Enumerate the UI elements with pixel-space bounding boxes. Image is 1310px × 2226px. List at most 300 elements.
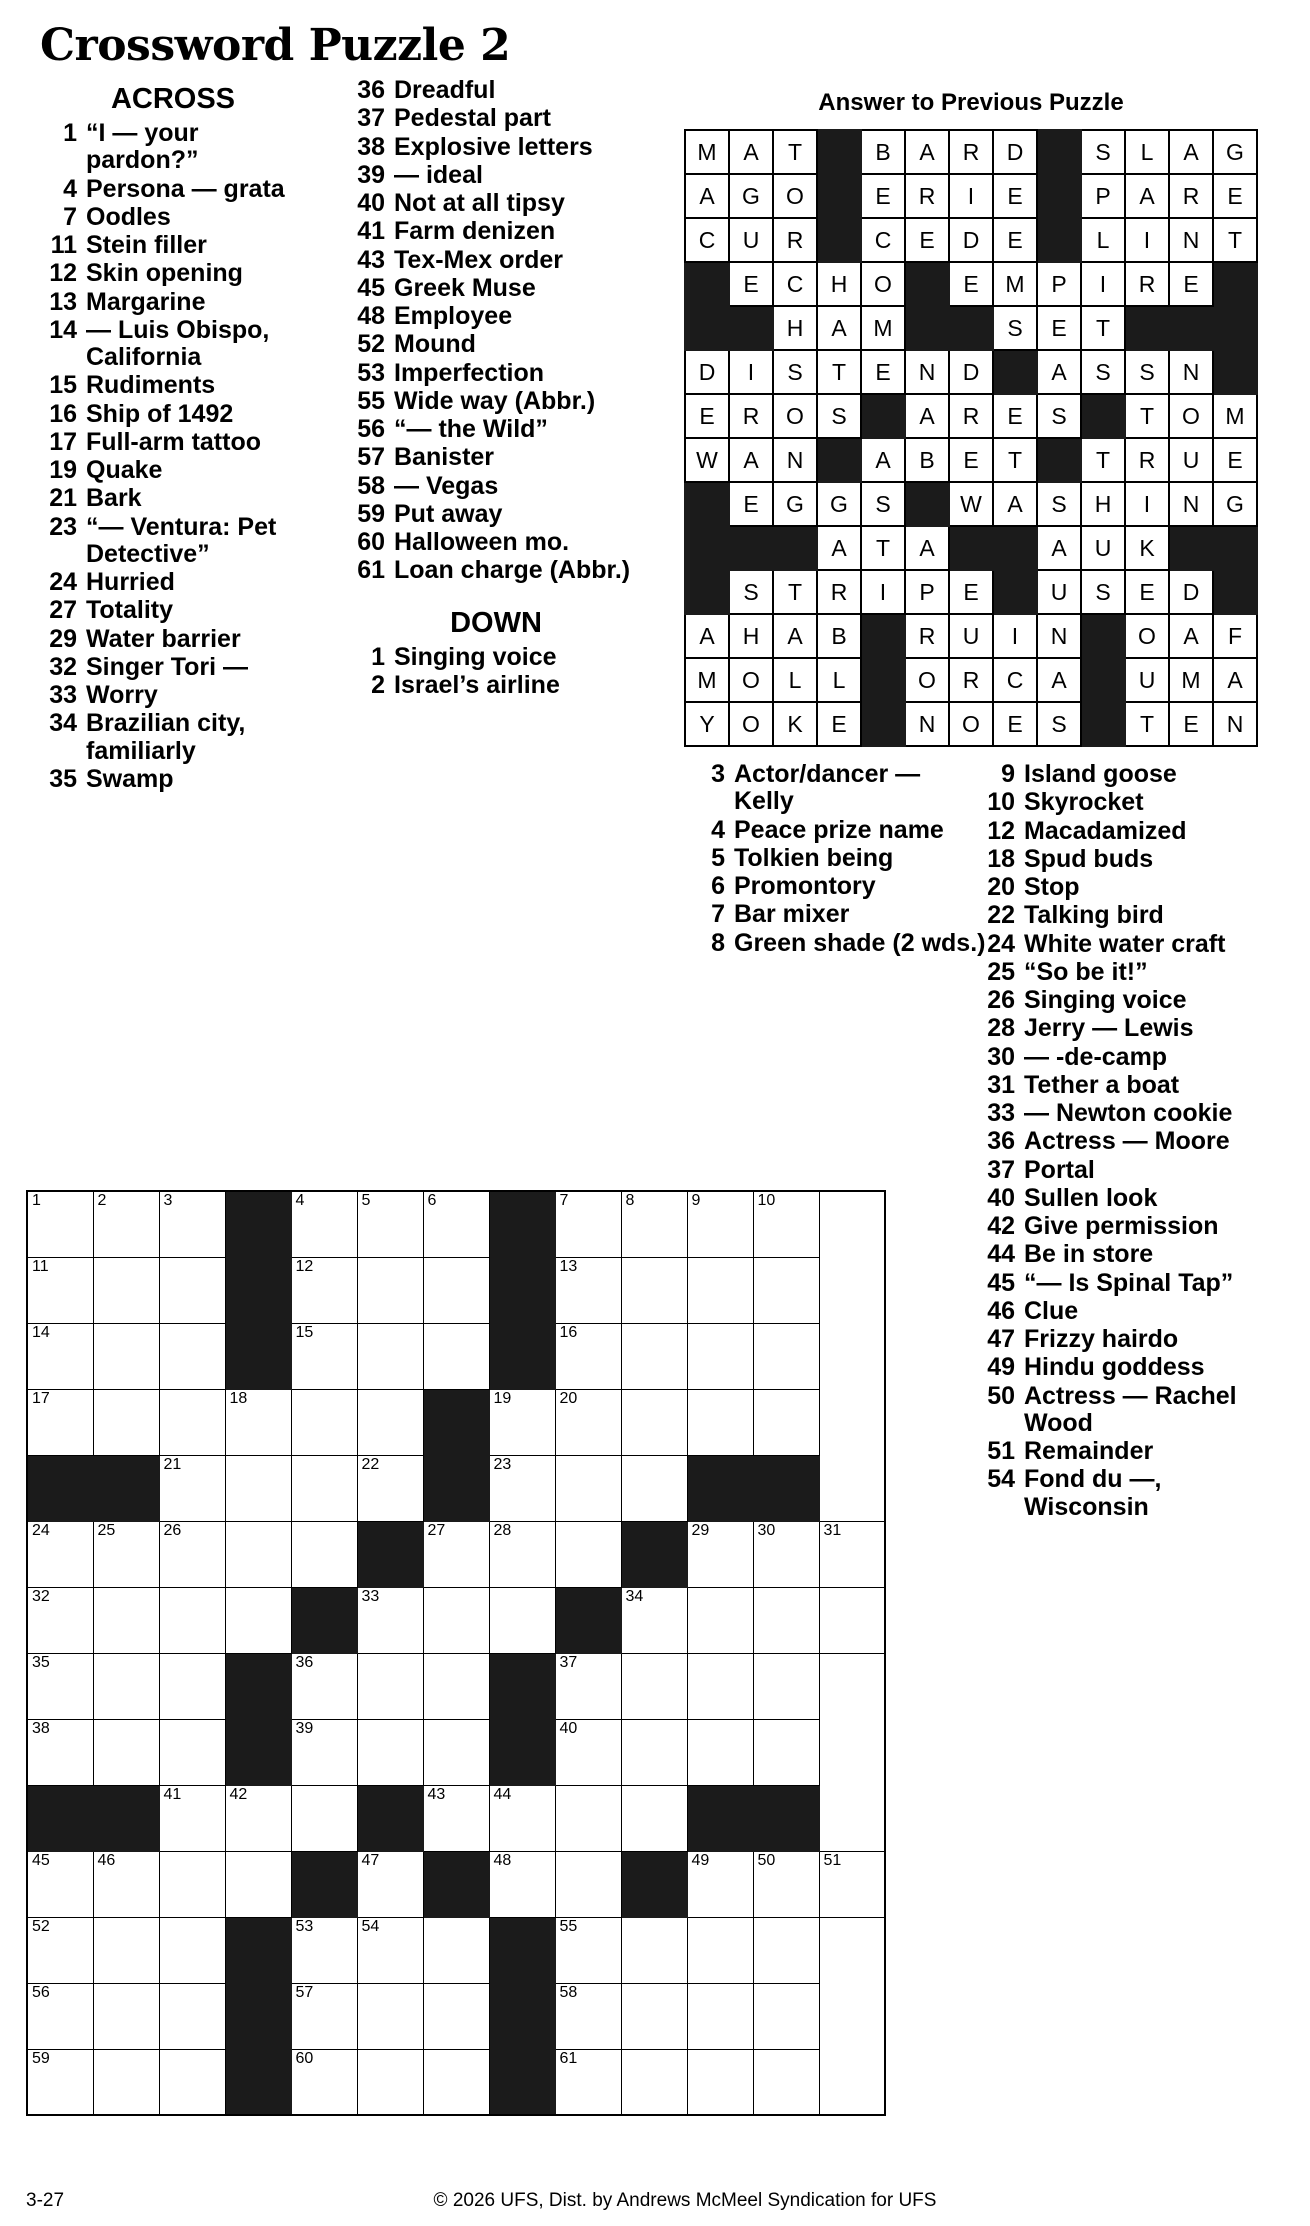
- puzzle-entry-cell[interactable]: [489, 1785, 555, 1851]
- puzzle-entry-cell[interactable]: [687, 1653, 753, 1719]
- puzzle-cell-number: 16: [559, 1323, 578, 1341]
- answer-letter-cell: H: [817, 262, 861, 306]
- puzzle-entry-cell[interactable]: [489, 1851, 555, 1917]
- puzzle-entry-cell[interactable]: [291, 1653, 357, 1719]
- puzzle-entry-cell[interactable]: [423, 1521, 489, 1587]
- answer-letter-cell: I: [1081, 262, 1125, 306]
- puzzle-block-cell: [753, 1785, 819, 1851]
- answer-letter-cell: T: [773, 130, 817, 174]
- puzzle-entry-cell[interactable]: [753, 1917, 819, 1983]
- puzzle-entry-cell[interactable]: [621, 1653, 687, 1719]
- answer-letter-cell: P: [905, 570, 949, 614]
- puzzle-block-cell: [225, 1719, 291, 1785]
- clue-item: [48, 597, 298, 624]
- puzzle-entry-cell[interactable]: [357, 1587, 423, 1653]
- puzzle-entry-cell[interactable]: [555, 1521, 621, 1587]
- answer-letter-cell: S: [1081, 130, 1125, 174]
- puzzle-entry-cell[interactable]: [423, 1785, 489, 1851]
- puzzle-entry-cell[interactable]: [159, 1983, 225, 2049]
- answer-block-cell: [905, 306, 949, 350]
- clue-number: 39: [357, 160, 385, 189]
- answer-block-cell: [685, 306, 729, 350]
- puzzle-entry-cell[interactable]: [621, 1983, 687, 2049]
- puzzle-entry-cell[interactable]: [357, 1719, 423, 1785]
- clue-number: 2: [371, 670, 385, 699]
- puzzle-entry-cell[interactable]: [687, 1851, 753, 1917]
- puzzle-entry-cell[interactable]: [621, 2049, 687, 2115]
- puzzle-entry-cell[interactable]: [423, 1191, 489, 1257]
- clue-number: 7: [711, 900, 725, 929]
- puzzle-entry-cell[interactable]: [555, 2049, 621, 2115]
- answer-letter-cell: E: [1213, 174, 1257, 218]
- puzzle-entry-cell[interactable]: [27, 1719, 93, 1785]
- puzzle-entry-cell[interactable]: [159, 1719, 225, 1785]
- answer-letter-cell: A: [1213, 658, 1257, 702]
- clue-text: Tex-Mex order: [394, 245, 564, 274]
- answer-letter-cell: R: [773, 218, 817, 262]
- clue-text: Oodles: [86, 202, 171, 231]
- puzzle-entry-cell[interactable]: [621, 1191, 687, 1257]
- puzzle-entry-cell[interactable]: [753, 1191, 819, 1257]
- puzzle-entry-cell[interactable]: [555, 1653, 621, 1719]
- puzzle-entry-cell[interactable]: [225, 1785, 291, 1851]
- answer-letter-cell: G: [817, 482, 861, 526]
- clue-text: Dreadful: [394, 76, 496, 104]
- answer-letter-cell: C: [685, 218, 729, 262]
- answer-letter-cell: M: [1169, 658, 1213, 702]
- clue-item: [356, 105, 636, 132]
- clue-number: 36: [987, 1127, 1015, 1156]
- puzzle-entry-cell[interactable]: [687, 1389, 753, 1455]
- answer-grid-row: [685, 174, 1257, 218]
- puzzle-entry-cell[interactable]: [93, 1257, 159, 1323]
- puzzle-entry-cell[interactable]: [159, 1191, 225, 1257]
- puzzle-block-cell: [489, 1917, 555, 1983]
- puzzle-cell-number: 7: [559, 1192, 569, 1209]
- puzzle-block-cell: [555, 1587, 621, 1653]
- puzzle-entry-cell[interactable]: [159, 1323, 225, 1389]
- clue-text: Not at all tipsy: [394, 189, 565, 217]
- puzzle-entry-cell[interactable]: [27, 1587, 93, 1653]
- puzzle-entry-cell[interactable]: [687, 1191, 753, 1257]
- answer-letter-cell: A: [817, 526, 861, 570]
- clue-item: [696, 901, 986, 928]
- answer-letter-cell: R: [949, 658, 993, 702]
- answer-block-cell: [1037, 174, 1081, 218]
- puzzle-entry-cell[interactable]: [555, 1323, 621, 1389]
- clue-text: Singing voice: [1024, 986, 1187, 1014]
- clue-number: 41: [357, 217, 385, 246]
- puzzle-cell-number: 43: [427, 1785, 446, 1803]
- answer-letter-cell: S: [817, 394, 861, 438]
- puzzle-entry-cell[interactable]: [621, 1917, 687, 1983]
- answer-letter-cell: R: [1125, 438, 1169, 482]
- clue-text: Actress — Moore: [1024, 1127, 1230, 1156]
- puzzle-entry-cell[interactable]: [225, 1521, 291, 1587]
- answer-block-cell: [1125, 306, 1169, 350]
- answer-block-cell: [1213, 526, 1257, 570]
- puzzle-entry-cell[interactable]: [555, 1917, 621, 1983]
- puzzle-entry-cell[interactable]: [291, 1323, 357, 1389]
- clue-number: 53: [357, 358, 385, 387]
- clue-text: Remainder: [1024, 1437, 1154, 1465]
- puzzle-entry-cell[interactable]: [423, 1983, 489, 2049]
- clue-number: 14: [49, 315, 77, 344]
- puzzle-entry-cell[interactable]: [555, 1851, 621, 1917]
- answer-block-cell: [1169, 306, 1213, 350]
- puzzle-entry-cell[interactable]: [27, 1917, 93, 1983]
- puzzle-cell-number: 22: [361, 1455, 380, 1473]
- puzzle-entry-cell[interactable]: [687, 2049, 753, 2115]
- answer-letter-cell: G: [1213, 482, 1257, 526]
- puzzle-entry-cell[interactable]: [93, 1983, 159, 2049]
- puzzle-entry-cell[interactable]: [93, 1191, 159, 1257]
- puzzle-cell-number: 51: [823, 1851, 842, 1869]
- puzzle-entry-cell[interactable]: [423, 1323, 489, 1389]
- puzzle-entry-cell[interactable]: [423, 1257, 489, 1323]
- footer: [0, 2182, 1310, 2212]
- puzzle-entry-cell[interactable]: [423, 1719, 489, 1785]
- puzzle-entry-cell[interactable]: [357, 1653, 423, 1719]
- puzzle-entry-cell[interactable]: [489, 1389, 555, 1455]
- clue-item: [48, 372, 298, 399]
- puzzle-entry-cell[interactable]: [621, 1257, 687, 1323]
- puzzle-entry-cell[interactable]: [93, 1521, 159, 1587]
- puzzle-entry-cell[interactable]: [27, 1521, 93, 1587]
- clue-item: [356, 473, 636, 500]
- puzzle-entry-cell[interactable]: [753, 1719, 819, 1785]
- puzzle-entry-cell[interactable]: [357, 1323, 423, 1389]
- puzzle-cell-number: 58: [559, 1983, 578, 2001]
- puzzle-entry-cell[interactable]: [423, 1587, 489, 1653]
- answer-letter-cell: O: [729, 702, 773, 746]
- clue-item: [696, 930, 986, 957]
- puzzle-entry-cell[interactable]: [93, 1719, 159, 1785]
- puzzle-entry-cell[interactable]: [357, 2049, 423, 2115]
- clue-text: Brazilian city, familiarly: [86, 709, 246, 765]
- puzzle-entry-cell[interactable]: [357, 1851, 423, 1917]
- puzzle-entry-cell[interactable]: [357, 1389, 423, 1455]
- puzzle-entry-cell[interactable]: [159, 1785, 225, 1851]
- answer-letter-cell: E: [993, 174, 1037, 218]
- puzzle-cell-number: 4: [295, 1192, 305, 1209]
- puzzle-cell-number: 33: [361, 1587, 380, 1605]
- answer-letter-cell: O: [861, 262, 905, 306]
- puzzle-entry-cell[interactable]: [159, 2049, 225, 2115]
- puzzle-entry-cell[interactable]: [357, 1917, 423, 1983]
- clue-text: Give permission: [1024, 1212, 1219, 1240]
- clue-number: 45: [987, 1268, 1015, 1297]
- puzzle-entry-cell[interactable]: [357, 1455, 423, 1521]
- puzzle-cell-number: 60: [295, 2049, 314, 2067]
- puzzle-entry-cell[interactable]: [489, 1521, 555, 1587]
- answer-letter-cell: I: [1125, 482, 1169, 526]
- puzzle-entry-cell[interactable]: [27, 1191, 93, 1257]
- clue-number: 7: [63, 202, 77, 231]
- clue-text: Water barrier: [86, 624, 241, 653]
- puzzle-entry-cell[interactable]: [687, 1323, 753, 1389]
- puzzle-entry-cell[interactable]: [357, 1191, 423, 1257]
- puzzle-entry-cell[interactable]: [291, 1719, 357, 1785]
- answer-block-cell: [1037, 218, 1081, 262]
- clue-item: [356, 303, 636, 330]
- puzzle-entry-cell[interactable]: [753, 1653, 819, 1719]
- clue-item: [986, 1438, 1276, 1465]
- puzzle-cell-number: 54: [361, 1917, 380, 1935]
- answer-letter-cell: E: [729, 482, 773, 526]
- puzzle-entry-cell[interactable]: [753, 1323, 819, 1389]
- answer-block-cell: [861, 702, 905, 746]
- puzzle-entry-cell[interactable]: [555, 1389, 621, 1455]
- puzzle-entry-cell[interactable]: [819, 1851, 885, 1917]
- puzzle-grid-row: [27, 1917, 885, 1983]
- puzzle-entry-cell[interactable]: [819, 1587, 885, 1653]
- puzzle-block-cell: [225, 1917, 291, 1983]
- puzzle-entry-cell[interactable]: [159, 1917, 225, 1983]
- answer-letter-cell: A: [1125, 174, 1169, 218]
- puzzle-entry-cell[interactable]: [291, 1257, 357, 1323]
- clue-item: [48, 176, 298, 203]
- answer-block-cell: [1213, 262, 1257, 306]
- puzzle-entry-cell[interactable]: [159, 1587, 225, 1653]
- puzzle-entry-cell[interactable]: [27, 1851, 93, 1917]
- puzzle-entry-cell[interactable]: [555, 1191, 621, 1257]
- clue-text: Banister: [394, 443, 495, 472]
- across-clue-list-2: [356, 77, 636, 585]
- clue-number: 18: [987, 844, 1015, 873]
- puzzle-cell-number: 53: [295, 1917, 314, 1935]
- answer-letter-cell: S: [1125, 350, 1169, 394]
- puzzle-entry-cell[interactable]: [687, 1587, 753, 1653]
- puzzle-entry-cell[interactable]: [819, 1521, 885, 1587]
- puzzle-entry-cell[interactable]: [489, 1455, 555, 1521]
- puzzle-entry-cell[interactable]: [159, 1389, 225, 1455]
- puzzle-entry-cell[interactable]: [291, 1785, 357, 1851]
- puzzle-entry-cell[interactable]: [555, 1785, 621, 1851]
- clue-number: 13: [49, 287, 77, 316]
- puzzle-entry-cell[interactable]: [291, 1389, 357, 1455]
- answer-block-cell: [729, 306, 773, 350]
- answer-grid-row: [685, 306, 1257, 350]
- puzzle-entry-cell[interactable]: [753, 1389, 819, 1455]
- answer-block-cell: [949, 526, 993, 570]
- puzzle-entry-cell[interactable]: [93, 1587, 159, 1653]
- puzzle-entry-cell[interactable]: [159, 1851, 225, 1917]
- clue-item: [356, 501, 636, 528]
- answer-grid-row: [685, 438, 1257, 482]
- puzzle-entry-cell[interactable]: [753, 1983, 819, 2049]
- clue-number: 6: [711, 872, 725, 900]
- puzzle-entry-cell[interactable]: [93, 1389, 159, 1455]
- answer-letter-cell: T: [861, 526, 905, 570]
- puzzle-entry-cell[interactable]: [687, 1983, 753, 2049]
- puzzle-grid-row: [27, 1983, 885, 2049]
- puzzle-cell-number: 6: [427, 1192, 437, 1209]
- puzzle-entry-cell[interactable]: [753, 1587, 819, 1653]
- clue-number: 24: [49, 568, 77, 596]
- puzzle-grid[interactable]: [26, 1190, 886, 2116]
- puzzle-entry-cell[interactable]: [159, 1455, 225, 1521]
- puzzle-entry-cell[interactable]: [27, 1389, 93, 1455]
- puzzle-entry-cell[interactable]: [423, 2049, 489, 2115]
- across-column-2: [356, 77, 636, 700]
- puzzle-entry-cell[interactable]: [753, 2049, 819, 2115]
- puzzle-entry-cell[interactable]: [225, 1851, 291, 1917]
- answer-letter-cell: A: [685, 174, 729, 218]
- puzzle-entry-cell[interactable]: [27, 1323, 93, 1389]
- puzzle-block-cell: [687, 1785, 753, 1851]
- puzzle-entry-cell[interactable]: [621, 1785, 687, 1851]
- puzzle-entry-cell[interactable]: [27, 1653, 93, 1719]
- clue-item: [986, 1185, 1276, 1212]
- puzzle-entry-cell[interactable]: [357, 1257, 423, 1323]
- puzzle-entry-cell[interactable]: [621, 1323, 687, 1389]
- answer-letter-cell: A: [993, 482, 1037, 526]
- clue-number: 60: [357, 528, 385, 556]
- clue-text: “So be it!”: [1024, 957, 1148, 986]
- clue-item: [986, 1157, 1276, 1184]
- clue-item: [48, 485, 298, 512]
- puzzle-entry-cell[interactable]: [225, 1389, 291, 1455]
- puzzle-block-cell: [489, 1719, 555, 1785]
- clue-number: 28: [987, 1014, 1015, 1043]
- puzzle-entry-cell[interactable]: [555, 1719, 621, 1785]
- puzzle-entry-cell[interactable]: [621, 1455, 687, 1521]
- puzzle-entry-cell[interactable]: [687, 1257, 753, 1323]
- answer-block-cell: [861, 394, 905, 438]
- puzzle-entry-cell[interactable]: [291, 1983, 357, 2049]
- puzzle-entry-cell[interactable]: [291, 1455, 357, 1521]
- clue-number: 27: [49, 596, 77, 625]
- puzzle-grid-row: [27, 2049, 885, 2115]
- clue-item: [986, 1383, 1276, 1438]
- puzzle-entry-cell[interactable]: [489, 1587, 555, 1653]
- answer-letter-cell: P: [1081, 174, 1125, 218]
- clue-item: [986, 761, 1276, 788]
- clue-text: Island goose: [1024, 760, 1177, 788]
- answer-letter-cell: B: [817, 614, 861, 658]
- down-clue-list-a: [696, 761, 986, 957]
- clue-number: 4: [63, 174, 77, 203]
- puzzle-block-cell: [687, 1455, 753, 1521]
- puzzle-entry-cell[interactable]: [225, 1587, 291, 1653]
- answer-letter-cell: N: [1169, 482, 1213, 526]
- puzzle-cell-number: 47: [361, 1851, 380, 1869]
- answer-block-cell: [905, 482, 949, 526]
- puzzle-entry-cell[interactable]: [291, 1521, 357, 1587]
- answer-block-cell: [905, 262, 949, 306]
- puzzle-entry-cell[interactable]: [93, 1851, 159, 1917]
- puzzle-entry-cell[interactable]: [291, 2049, 357, 2115]
- puzzle-entry-cell[interactable]: [423, 1653, 489, 1719]
- puzzle-grid-row: [27, 1389, 885, 1455]
- puzzle-entry-cell[interactable]: [291, 1917, 357, 1983]
- clue-text: Spud buds: [1024, 844, 1154, 873]
- clue-text: Employee: [394, 302, 513, 330]
- puzzle-entry-cell[interactable]: [159, 1653, 225, 1719]
- clue-text: Skyrocket: [1024, 788, 1144, 817]
- puzzle-entry-cell[interactable]: [621, 1719, 687, 1785]
- puzzle-entry-cell[interactable]: [753, 1851, 819, 1917]
- puzzle-block-cell: [357, 1521, 423, 1587]
- clue-item: [356, 644, 636, 671]
- answer-letter-cell: F: [1213, 614, 1257, 658]
- puzzle-grid-row: [27, 1257, 885, 1323]
- clue-text: Halloween mo.: [394, 528, 570, 556]
- puzzle-cell-number: 15: [295, 1323, 314, 1341]
- answer-letter-cell: C: [773, 262, 817, 306]
- answer-letter-cell: T: [1081, 306, 1125, 350]
- clue-item: [48, 232, 298, 259]
- puzzle-cell-number: 42: [229, 1785, 248, 1803]
- puzzle-entry-cell[interactable]: [423, 1917, 489, 1983]
- clue-number: 37: [357, 104, 385, 133]
- puzzle-entry-cell[interactable]: [621, 1587, 687, 1653]
- puzzle-entry-cell[interactable]: [159, 1257, 225, 1323]
- puzzle-entry-cell[interactable]: [225, 1455, 291, 1521]
- answer-letter-cell: A: [1037, 350, 1081, 394]
- puzzle-grid-wrap[interactable]: [26, 1190, 886, 2116]
- answer-letter-cell: E: [949, 438, 993, 482]
- puzzle-entry-cell[interactable]: [27, 1983, 93, 2049]
- puzzle-entry-cell[interactable]: [555, 1257, 621, 1323]
- down-heading: DOWN: [450, 606, 542, 639]
- clue-text: Rudiments: [86, 371, 216, 400]
- answer-letter-cell: K: [1125, 526, 1169, 570]
- answer-block-cell: [685, 262, 729, 306]
- puzzle-entry-cell[interactable]: [93, 1917, 159, 1983]
- answer-block-cell: [1213, 306, 1257, 350]
- clue-item: [986, 874, 1276, 901]
- clue-text: Jerry — Lewis: [1024, 1014, 1194, 1043]
- clue-number: 43: [357, 245, 385, 274]
- puzzle-entry-cell[interactable]: [621, 1389, 687, 1455]
- page-title: Crossword Puzzle 2: [40, 20, 511, 71]
- puzzle-entry-cell[interactable]: [27, 1257, 93, 1323]
- answer-letter-cell: T: [993, 438, 1037, 482]
- puzzle-grid-row: [27, 1521, 885, 1587]
- puzzle-entry-cell[interactable]: [555, 1455, 621, 1521]
- answer-letter-cell: C: [861, 218, 905, 262]
- down-clue-columns: [656, 760, 1286, 1521]
- puzzle-block-cell: [27, 1455, 93, 1521]
- puzzle-entry-cell[interactable]: [753, 1521, 819, 1587]
- puzzle-entry-cell[interactable]: [93, 1653, 159, 1719]
- puzzle-entry-cell[interactable]: [291, 1191, 357, 1257]
- puzzle-entry-cell[interactable]: [687, 1917, 753, 1983]
- answer-letter-cell: T: [1125, 702, 1169, 746]
- puzzle-entry-cell[interactable]: [687, 1521, 753, 1587]
- puzzle-entry-cell[interactable]: [27, 2049, 93, 2115]
- puzzle-entry-cell[interactable]: [357, 1983, 423, 2049]
- answer-letter-cell: T: [817, 350, 861, 394]
- puzzle-entry-cell[interactable]: [159, 1521, 225, 1587]
- across-heading: ACROSS: [110, 83, 236, 115]
- puzzle-entry-cell[interactable]: [687, 1719, 753, 1785]
- puzzle-entry-cell[interactable]: [753, 1257, 819, 1323]
- answer-letter-cell: L: [773, 658, 817, 702]
- puzzle-entry-cell[interactable]: [93, 2049, 159, 2115]
- puzzle-entry-cell[interactable]: [555, 1983, 621, 2049]
- answer-letter-cell: T: [1081, 438, 1125, 482]
- answer-block-cell: [993, 570, 1037, 614]
- clue-item: [48, 120, 298, 175]
- puzzle-entry-cell[interactable]: [93, 1323, 159, 1389]
- answer-letter-cell: E: [993, 702, 1037, 746]
- answer-grid-row: [685, 526, 1257, 570]
- puzzle-cell-number: 3: [163, 1192, 173, 1209]
- clue-item: [48, 710, 298, 765]
